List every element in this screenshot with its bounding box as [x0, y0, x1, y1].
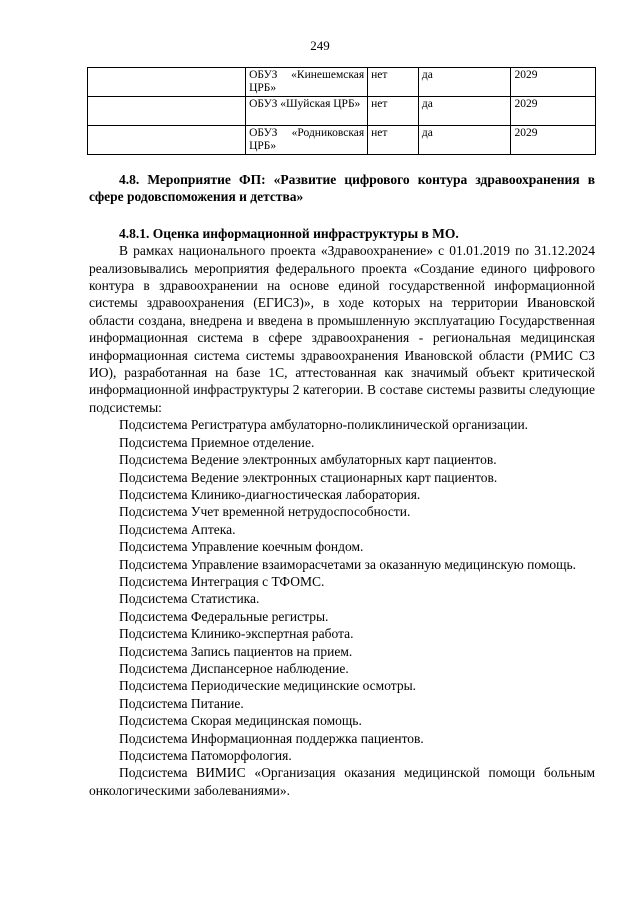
table-cell-year: 2029	[511, 68, 596, 97]
table-cell-empty	[88, 97, 246, 126]
page-number: 249	[310, 38, 330, 53]
table-cell-status: да	[418, 68, 511, 97]
intro-paragraph: В рамках национального проекта «Здравоохранение» с 01.01.2019 по 31.12.2024 реализовывались мероприятия федерального проекта «Создание единого цифрового контура в здравоохранении на основе единой государственной информационной системы здравоохранения (ЕГИСЗ)», в ходе которых на территории Ивановской области создана, внедрена и введена в промышленную эксплуатацию Государственная информационная система в сфере здравоохранения - региональная медицинская информационная система системы здравоохранения Ивановской области (РМИС СЗ ИО), разработанная на базе 1С, аттестованная как значимый объект критической информационной инфраструктуры 2 категории. В составе системы развиты следующие подсистемы:	[89, 243, 595, 415]
table-cell-year: 2029	[511, 126, 596, 155]
table-cell-empty	[88, 126, 246, 155]
table-cell-status: да	[418, 126, 511, 155]
list-item: Подсистема Учет временной нетрудоспособности.	[119, 504, 411, 520]
list-item: Подсистема Скорая медицинская помощь.	[119, 713, 362, 729]
table-cell-organization: ОБУЗ «Шуйская ЦРБ»	[246, 97, 368, 126]
list-item: Подсистема Аптека.	[119, 521, 236, 537]
list-item: Подсистема Клинико-экспертная работа.	[119, 626, 354, 642]
list-item: Подсистема Интеграция с ТФОМС.	[119, 573, 325, 589]
list-item: Подсистема Питание.	[119, 695, 244, 711]
list-item: Подсистема Ведение электронных амбулаторных карт пациентов.	[119, 452, 497, 468]
list-item: Подсистема Информационная поддержка пациентов.	[119, 730, 424, 746]
list-item: Подсистема Приемное отделение.	[119, 434, 315, 450]
list-item: Подсистема Управление коечным фондом.	[119, 539, 364, 555]
subsystem-list	[89, 416, 595, 799]
organization-table	[87, 67, 596, 155]
table-cell-empty	[88, 68, 246, 97]
table-cell-status: нет	[368, 97, 419, 126]
list-item: Подсистема Диспансерное наблюдение.	[119, 660, 349, 676]
table-cell-organization: ОБУЗ «Родниковская ЦРБ»	[246, 126, 368, 155]
table-row	[88, 126, 596, 155]
table-cell-status: нет	[368, 68, 419, 97]
document-body	[89, 171, 595, 799]
list-item: Подсистема Ведение электронных стационарных карт пациентов.	[119, 469, 498, 485]
table-cell-status: да	[418, 97, 511, 126]
table-cell-year: 2029	[511, 97, 596, 126]
section-heading: 4.8. Мероприятие ФП: «Развитие цифрового контура здравоохранения в сфере родовспоможения и детства»	[89, 172, 595, 205]
table-row	[88, 68, 596, 97]
list-item: Подсистема Регистратура амбулаторно-поликлинической организации.	[119, 417, 529, 433]
list-item: Подсистема Клинико-диагностическая лаборатория.	[119, 486, 421, 502]
list-item: Подсистема ВИМИС «Организация оказания медицинской помощи больным онкологическими заболеваниями».	[89, 765, 595, 798]
list-item: Подсистема Статистика.	[119, 591, 260, 607]
list-item: Подсистема Периодические медицинские осмотры.	[119, 678, 417, 694]
list-item: Подсистема Управление взаиморасчетами за оказанную медицинскую помощь.	[119, 556, 577, 572]
list-item: Подсистема Запись пациентов на прием.	[119, 643, 353, 659]
list-item: Подсистема Патоморфология.	[119, 748, 292, 763]
table-row	[88, 97, 596, 126]
table-cell-status: нет	[368, 126, 419, 155]
subsection-heading: 4.8.1. Оценка информационной инфраструктуры в МО.	[119, 225, 459, 241]
table-cell-organization: ОБУЗ «Кинешемская ЦРБ»	[246, 68, 368, 97]
list-item: Подсистема Федеральные регистры.	[119, 608, 329, 624]
